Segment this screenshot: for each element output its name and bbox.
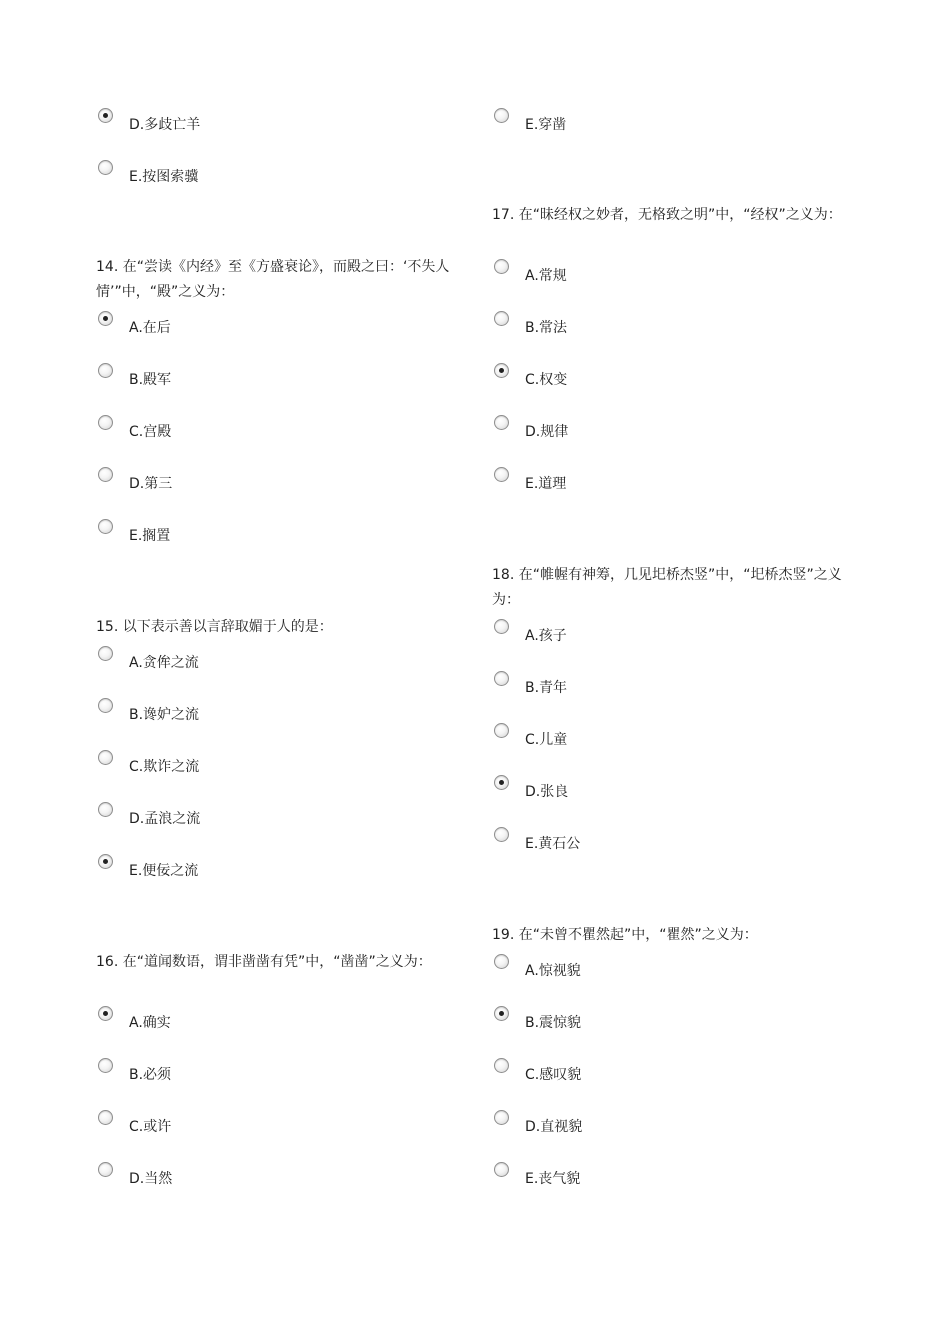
option-label: A.孩子 [525, 628, 567, 644]
question-17-text: 17. 在“昧经权之妙者，无格致之明”中，“经权”之义为： [492, 207, 842, 223]
radio-button-icon[interactable] [494, 1110, 509, 1125]
question-16-text: 16. 在“道闻数语，谓非凿凿有凭”中，“凿凿”之义为： [96, 954, 432, 970]
radio-button-icon[interactable] [494, 775, 509, 790]
option-label: B.谗妒之流 [129, 707, 200, 723]
radio-button-icon[interactable] [494, 723, 509, 738]
radio-button-icon[interactable] [98, 160, 113, 175]
radio-button-icon[interactable] [98, 1058, 113, 1073]
option-label: E.黄石公 [525, 836, 581, 852]
option-label: C.儿童 [525, 732, 568, 748]
radio-button-icon[interactable] [98, 802, 113, 817]
option-label: C.权变 [525, 372, 568, 388]
radio-button-icon[interactable] [494, 363, 509, 378]
radio-button-icon[interactable] [98, 467, 113, 482]
radio-button-icon[interactable] [98, 750, 113, 765]
question-18-text: 18. 在“帷幄有神筹，几见圯桥杰竖”中，“圯桥杰竖”之义为： [492, 567, 842, 608]
option-label: E.丧气貌 [525, 1171, 581, 1187]
option-label: D.直视貌 [525, 1119, 583, 1135]
option-label: C.欺诈之流 [129, 759, 200, 775]
option-label: A.惊视貌 [525, 963, 581, 979]
radio-button-icon[interactable] [98, 311, 113, 326]
radio-button-icon[interactable] [494, 619, 509, 634]
radio-button-icon[interactable] [98, 1110, 113, 1125]
radio-button-icon[interactable] [98, 519, 113, 534]
option-label: A.常规 [525, 268, 567, 284]
option-label: E.穿凿 [525, 117, 567, 133]
option-label: A.在后 [129, 320, 171, 336]
option-label: D.第三 [129, 476, 173, 492]
option-label: D.多歧亡羊 [129, 117, 201, 133]
option-label: D.当然 [129, 1171, 173, 1187]
radio-button-icon[interactable] [494, 827, 509, 842]
option-label: D.张良 [525, 784, 569, 800]
question-19-text: 19. 在“未曾不瞿然起”中，“瞿然”之义为： [492, 927, 758, 943]
radio-button-icon[interactable] [494, 1058, 509, 1073]
option-label: A.确实 [129, 1015, 171, 1031]
option-label: C.或许 [129, 1119, 172, 1135]
radio-button-icon[interactable] [494, 415, 509, 430]
option-label: D.孟浪之流 [129, 811, 201, 827]
radio-button-icon[interactable] [98, 646, 113, 661]
radio-button-icon[interactable] [98, 1006, 113, 1021]
option-label: A.贪侔之流 [129, 655, 199, 671]
radio-button-icon[interactable] [98, 854, 113, 869]
radio-button-icon[interactable] [494, 311, 509, 326]
question-14-text: 14. 在“尝读《内经》至《方盛衰论》，而殿之曰：‘不失人情’”中，“殿”之义为： [96, 259, 450, 300]
radio-button-icon[interactable] [494, 467, 509, 482]
option-label: E.便佞之流 [129, 863, 199, 879]
radio-button-icon[interactable] [98, 108, 113, 123]
radio-button-icon[interactable] [494, 108, 509, 123]
option-label: E.按图索骥 [129, 169, 199, 185]
option-label: C.宫殿 [129, 424, 172, 440]
option-label: C.感叹貌 [525, 1067, 582, 1083]
option-label: E.搁置 [129, 528, 171, 544]
radio-button-icon[interactable] [494, 259, 509, 274]
option-label: B.震惊貌 [525, 1015, 582, 1031]
option-label: D.规律 [525, 424, 569, 440]
radio-button-icon[interactable] [494, 1006, 509, 1021]
option-label: B.青年 [525, 680, 568, 696]
radio-button-icon[interactable] [98, 1162, 113, 1177]
option-label: E.道理 [525, 476, 567, 492]
radio-button-icon[interactable] [98, 698, 113, 713]
radio-button-icon[interactable] [494, 671, 509, 686]
question-15-text: 15. 以下表示善以言辞取媚于人的是： [96, 619, 333, 635]
radio-button-icon[interactable] [98, 363, 113, 378]
radio-button-icon[interactable] [98, 415, 113, 430]
option-label: B.殿军 [129, 372, 172, 388]
radio-button-icon[interactable] [494, 954, 509, 969]
radio-button-icon[interactable] [494, 1162, 509, 1177]
option-label: B.必须 [129, 1067, 172, 1083]
option-label: B.常法 [525, 320, 568, 336]
